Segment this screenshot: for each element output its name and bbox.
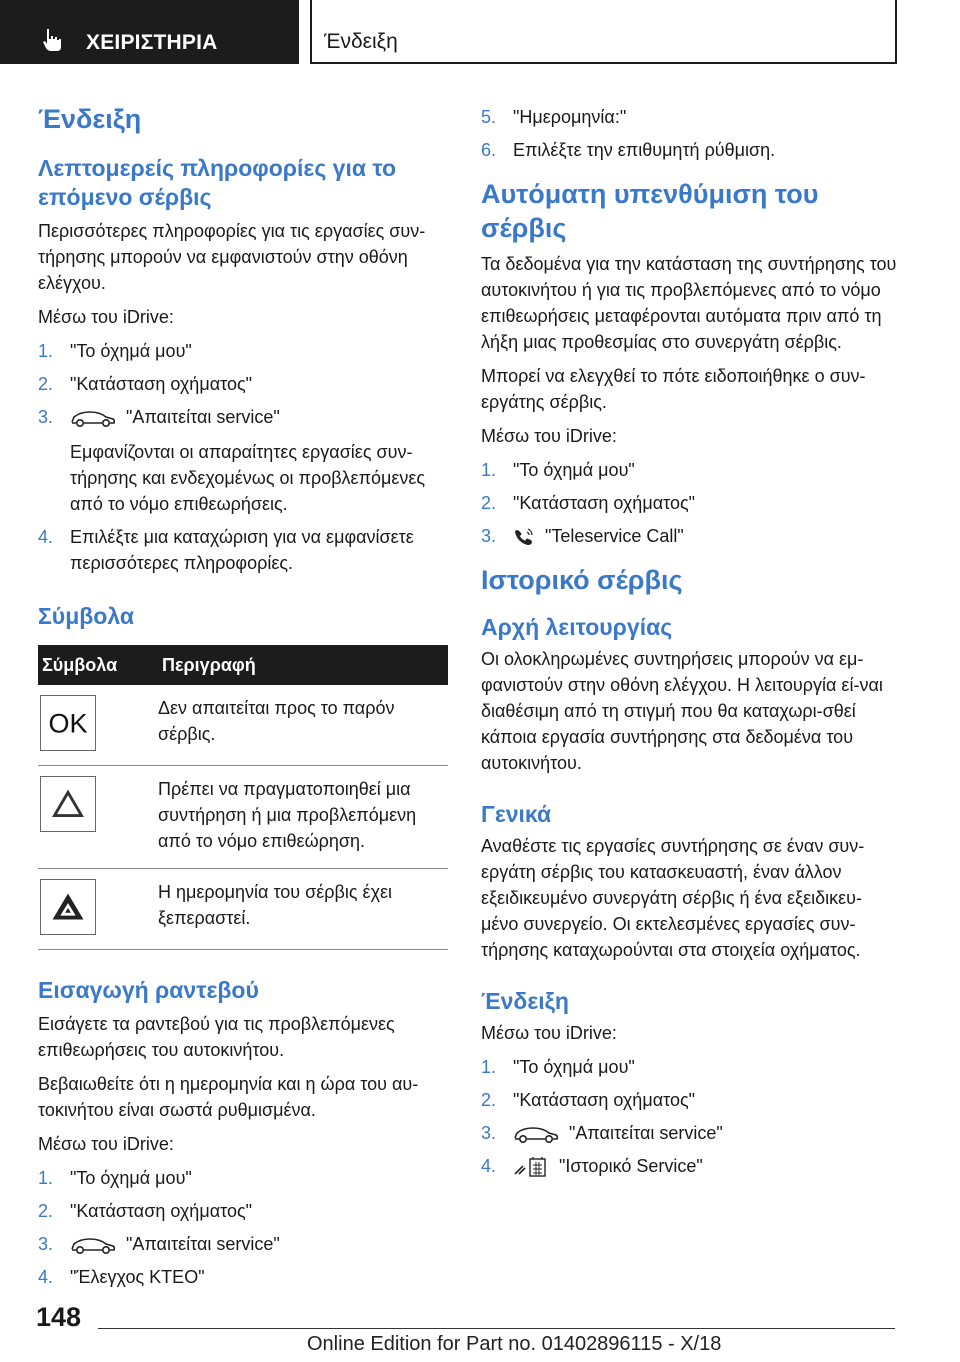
paragraph: Αναθέστε τις εργασίες συντήρησης σε έναν συν-εργάτη σέρβις του κατασκευαστή, έναν άλλον εξειδικευμένο συνεργάτη σέρβις ή ένα εξειδικευ-μένο συνεργείο. Οι εκτελεσμένες εργασίες συν-τήρησης καταχωρούνται στα στοιχεία οχήματος. bbox=[481, 836, 865, 960]
header-topic: Ένδειξη bbox=[324, 30, 398, 53]
header-section-label: ΧΕΙΡΙΣΤΗΡΙΑ bbox=[86, 31, 218, 54]
appointment-heading: Εισαγωγή ραντεβού bbox=[38, 977, 259, 1003]
paragraph: Τα δεδομένα για την κατάσταση της συντήρησης του αυτοκινήτου ή για τις προβλεπόμενες από το νόμο επιθεωρήσεις μεταφέρονται αυτόματα πριν από τη λήξη μιας προθεσμίας στο συνεργάτη σέρβις. bbox=[481, 254, 897, 352]
ok-symbol-icon bbox=[40, 695, 96, 751]
list-item: 2. "Κατάσταση οχήματος" bbox=[38, 1201, 253, 1221]
right-column bbox=[481, 104, 899, 1186]
table-header: Σύμβολα bbox=[38, 645, 158, 685]
list-item: 1. "Το όχημά μου" bbox=[481, 460, 635, 480]
steps-list bbox=[481, 457, 899, 549]
svg-text:OK: OK bbox=[48, 708, 88, 739]
header-section-tab bbox=[0, 0, 299, 64]
list-item: 1. "Το όχημά μου" bbox=[481, 1057, 635, 1077]
left-column bbox=[38, 100, 448, 1297]
paragraph: Εισάγετε τα ραντεβού για τις προβλεπόμενες επιθεωρήσεις του αυτοκινήτου. bbox=[38, 1014, 395, 1060]
teleservice-icon bbox=[513, 526, 535, 548]
list-item: 1. "Το όχημά μου" bbox=[38, 341, 192, 361]
next-service-heading: Λεπτομερείς πληροφορίες για το επόμενο σέρβις bbox=[38, 155, 397, 210]
paragraph: Οι ολοκληρωμένες συντηρήσεις μπορούν να εμ-φανιστούν στην οθόνη ελέγχου. Η λειτουργία εί-ναι διαθέσιμη από τη στιγμή που θα καταχωρι-σθεί κάποια εργασία συντήρησης στα δεδομένα του αυτοκινήτου. bbox=[481, 649, 883, 773]
car-service-icon bbox=[70, 408, 116, 428]
list-item: 3. "Teleservice Call" bbox=[481, 523, 899, 549]
paragraph: Περισσότερες πληροφορίες για τις εργασίες συν-τήρησης μπορούν να εμφανιστούν στην οθόνη ελέγχου. bbox=[38, 221, 426, 293]
display-heading: Ένδειξη bbox=[481, 988, 569, 1014]
steps-list bbox=[38, 338, 448, 576]
page-title: Ένδειξη bbox=[38, 104, 142, 134]
principle-heading: Αρχή λειτουργίας bbox=[481, 614, 673, 640]
table-cell: Η ημερομηνία του σέρβις έχει ξεπεραστεί. bbox=[158, 869, 448, 950]
paragraph: Μέσω του iDrive: bbox=[481, 426, 617, 446]
list-item: 4. "Ιστορικό Service" bbox=[481, 1153, 899, 1179]
symbols-table bbox=[38, 645, 448, 950]
auto-reminder-heading: Αυτόματη υπενθύμιση του σέρβις bbox=[481, 179, 819, 243]
paragraph: Μέσω του iDrive: bbox=[38, 1134, 174, 1154]
header-topic-box bbox=[310, 0, 897, 64]
steps-list bbox=[38, 1165, 448, 1290]
table-cell: Δεν απαιτείται προς το παρόν σέρβις. bbox=[158, 685, 448, 766]
history-heading: Ιστορικό σέρβις bbox=[481, 565, 683, 595]
paragraph: Μέσω του iDrive: bbox=[38, 307, 174, 327]
overdue-triangle-icon bbox=[40, 879, 96, 935]
table-header: Περιγραφή bbox=[158, 645, 448, 685]
list-item: 2. "Κατάσταση οχήματος" bbox=[38, 374, 253, 394]
car-service-icon bbox=[513, 1124, 559, 1144]
paragraph: Βεβαιωθείτε ότι η ημερομηνία και η ώρα του αυ-τοκινήτου είναι σωστά ρυθμισμένα. bbox=[38, 1074, 419, 1120]
symbols-heading: Σύμβολα bbox=[38, 603, 134, 629]
step-note: Εμφανίζονται οι απαραίτητες εργασίες συν-τήρησης και ενδεχομένως οι προβλεπόμενες από το νόμο επιθεωρήσεις. bbox=[70, 442, 426, 514]
hand-pointer-icon bbox=[40, 27, 66, 53]
list-item: 1. "Το όχημά μου" bbox=[38, 1168, 192, 1188]
service-history-icon bbox=[513, 1156, 549, 1178]
steps-list bbox=[481, 104, 899, 163]
paragraph: Μέσω του iDrive: bbox=[481, 1023, 617, 1043]
list-item: 2. "Κατάσταση οχήματος" bbox=[481, 1090, 696, 1110]
list-item: 2. "Κατάσταση οχήματος" bbox=[481, 493, 696, 513]
warning-triangle-icon bbox=[40, 776, 96, 832]
list-item: 3. "Απαιτείται service" Εμφανίζονται οι απαραίτητες εργασίες συν-τήρησης και ενδεχομένως οι προβλεπόμενες από το νόμο επιθεωρήσεις. bbox=[38, 404, 448, 517]
paragraph: Μπορεί να ελεγχθεί το πότε ειδοποιήθηκε ο συν-εργάτης σέρβις. bbox=[481, 366, 866, 412]
table-cell: Πρέπει να πραγματοποιηθεί μια συντήρηση ή μια προβλεπόμενη από το νόμο επιθεώρηση. bbox=[158, 766, 448, 869]
list-item: 4. "Έλεγχος ΚΤΕΟ" bbox=[38, 1267, 205, 1287]
page-number: 148 bbox=[36, 1302, 82, 1332]
car-service-icon bbox=[70, 1235, 116, 1255]
steps-list bbox=[481, 1054, 899, 1179]
edition-note: Online Edition for Part no. 01402896115 - X/18 bbox=[307, 1333, 722, 1355]
list-item: 4. Επιλέξτε μια καταχώριση για να εμφανίσετε περισσότερες πληροφορίες. bbox=[38, 527, 414, 573]
list-item: 6. Επιλέξτε την επιθυμητή ρύθμιση. bbox=[481, 140, 776, 160]
list-item: 3. "Απαιτείται service" bbox=[481, 1123, 723, 1143]
footer-divider bbox=[98, 1328, 895, 1329]
list-item: 3. "Απαιτείται service" bbox=[38, 1234, 280, 1254]
table-row bbox=[38, 766, 448, 869]
table-row bbox=[38, 869, 448, 950]
list-item: 5. "Ημερομηνία:" bbox=[481, 107, 627, 127]
table-row bbox=[38, 685, 448, 766]
general-heading: Γενικά bbox=[481, 801, 552, 827]
